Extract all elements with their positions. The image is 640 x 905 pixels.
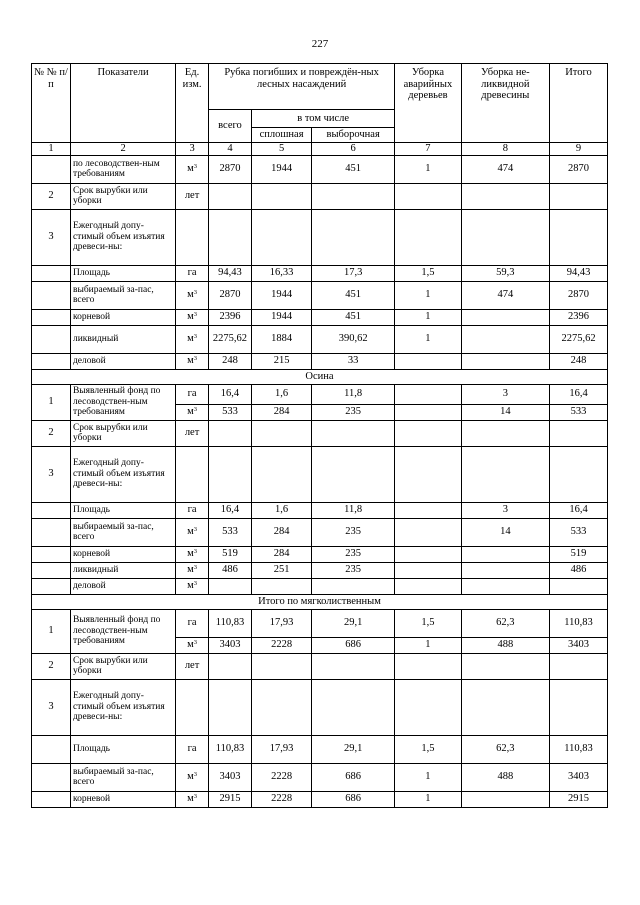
value-clear xyxy=(252,420,312,446)
unit xyxy=(176,446,209,502)
value-itogo: 2396 xyxy=(550,309,608,325)
value-clear: 1944 xyxy=(252,155,312,183)
value-itogo: 16,4 xyxy=(550,384,608,404)
value-total: 248 xyxy=(208,353,251,369)
value-itogo: 3403 xyxy=(550,637,608,653)
value-itogo: 248 xyxy=(550,353,608,369)
column-number: 6 xyxy=(312,143,395,156)
value-selective: 686 xyxy=(312,763,395,791)
value-selective xyxy=(312,183,395,209)
value-total xyxy=(208,578,251,594)
unit: $м^3$ xyxy=(176,578,209,594)
row-number xyxy=(32,791,71,807)
row-number: 2 xyxy=(32,183,71,209)
superscript-3: 3 xyxy=(193,771,198,779)
value-itogo: 16,4 xyxy=(550,502,608,518)
value-total: 2275,62 xyxy=(208,325,251,353)
value-clear: 1944 xyxy=(252,309,312,325)
row-number xyxy=(32,735,71,763)
value-clear: 2228 xyxy=(252,637,312,653)
value-itogo xyxy=(550,679,608,735)
value-emergency xyxy=(395,518,461,546)
value-total: 2915 xyxy=(208,791,251,807)
superscript-3: 3 xyxy=(193,311,198,319)
superscript-3: 3 xyxy=(193,289,198,297)
table-body xyxy=(32,64,608,808)
value-nonliquid: 474 xyxy=(461,281,549,309)
value-itogo xyxy=(550,653,608,679)
value-emergency: 1,5 xyxy=(395,265,461,281)
value-selective xyxy=(312,679,395,735)
row-number: 3 xyxy=(32,209,71,265)
value-itogo xyxy=(550,446,608,502)
value-selective xyxy=(312,578,395,594)
indicator-label: Срок вырубки или уборки xyxy=(70,183,175,209)
indicator-label: выбираемый за-пас, всего xyxy=(70,518,175,546)
table-row xyxy=(32,578,608,594)
unit: $м^3$ xyxy=(176,325,209,353)
value-total: 3403 xyxy=(208,637,251,653)
indicator-label: Площадь xyxy=(70,735,175,763)
row-number xyxy=(32,325,71,353)
superscript-3: 3 xyxy=(193,355,198,363)
value-total: 94,43 xyxy=(208,265,251,281)
unit: $м^3$ xyxy=(176,546,209,562)
value-clear: 284 xyxy=(252,546,312,562)
value-emergency: 1 xyxy=(395,763,461,791)
table-row xyxy=(32,384,608,404)
value-selective: 235 xyxy=(312,546,395,562)
indicator-label: корневой xyxy=(70,309,175,325)
indicator-label: ликвидный xyxy=(70,325,175,353)
value-nonliquid xyxy=(461,420,549,446)
unit: $м^3$ xyxy=(176,518,209,546)
indicator-label: ликвидный xyxy=(70,562,175,578)
value-total: 486 xyxy=(208,562,251,578)
row-number xyxy=(32,265,71,281)
value-emergency xyxy=(395,578,461,594)
value-selective: 235 xyxy=(312,562,395,578)
value-clear: 17,93 xyxy=(252,735,312,763)
unit: $м^3$ xyxy=(176,281,209,309)
value-emergency xyxy=(395,353,461,369)
value-selective: 29,1 xyxy=(312,609,395,637)
value-selective xyxy=(312,446,395,502)
row-number xyxy=(32,353,71,369)
value-itogo: 533 xyxy=(550,518,608,546)
column-number: 8 xyxy=(461,143,549,156)
unit: га xyxy=(176,735,209,763)
table-row xyxy=(32,183,608,209)
value-emergency xyxy=(395,209,461,265)
value-nonliquid: 3 xyxy=(461,384,549,404)
row-number xyxy=(32,763,71,791)
unit: $м^3$ xyxy=(176,562,209,578)
value-itogo: 2275,62 xyxy=(550,325,608,353)
row-number xyxy=(32,309,71,325)
value-nonliquid xyxy=(461,325,549,353)
value-clear xyxy=(252,446,312,502)
row-number xyxy=(32,281,71,309)
indicator-label: Срок вырубки или уборки xyxy=(70,653,175,679)
value-selective: 451 xyxy=(312,155,395,183)
indicator-label: Ежегодный допу-стимый объем изъятия древеси-ны: xyxy=(70,446,175,502)
header-col-clear: сплошная xyxy=(252,128,312,143)
row-number: 3 xyxy=(32,679,71,735)
value-selective xyxy=(312,653,395,679)
value-nonliquid: 488 xyxy=(461,763,549,791)
value-selective: 11,8 xyxy=(312,502,395,518)
column-number: 5 xyxy=(252,143,312,156)
value-total: 533 xyxy=(208,518,251,546)
table-row xyxy=(32,679,608,735)
value-total: 110,83 xyxy=(208,609,251,637)
superscript-3: 3 xyxy=(193,793,198,801)
table-row xyxy=(32,446,608,502)
value-clear: 215 xyxy=(252,353,312,369)
header-col-selective: выборочная xyxy=(312,128,395,143)
value-total: 3403 xyxy=(208,763,251,791)
row-number xyxy=(32,578,71,594)
value-selective: 390,62 xyxy=(312,325,395,353)
row-number xyxy=(32,502,71,518)
table-row xyxy=(32,353,608,369)
value-selective: 451 xyxy=(312,281,395,309)
value-clear xyxy=(252,209,312,265)
value-clear: 1,6 xyxy=(252,384,312,404)
value-emergency: 1 xyxy=(395,791,461,807)
superscript-3: 3 xyxy=(193,163,198,171)
value-emergency: 1 xyxy=(395,325,461,353)
column-number: 7 xyxy=(395,143,461,156)
value-emergency xyxy=(395,183,461,209)
unit: лет xyxy=(176,183,209,209)
value-total xyxy=(208,653,251,679)
indicator-label: Площадь xyxy=(70,502,175,518)
value-itogo: 486 xyxy=(550,562,608,578)
value-selective: 11,8 xyxy=(312,384,395,404)
unit: $м^3$ xyxy=(176,404,209,420)
header-col-nonliquid: Уборка не-ликвидной древесины xyxy=(461,64,549,143)
value-clear: 1944 xyxy=(252,281,312,309)
unit: $м^3$ xyxy=(176,309,209,325)
value-clear: 1884 xyxy=(252,325,312,353)
value-nonliquid xyxy=(461,562,549,578)
table-row xyxy=(32,502,608,518)
value-total xyxy=(208,446,251,502)
unit: лет xyxy=(176,653,209,679)
value-nonliquid xyxy=(461,578,549,594)
column-number: 3 xyxy=(176,143,209,156)
value-selective: 451 xyxy=(312,309,395,325)
value-itogo: 94,43 xyxy=(550,265,608,281)
value-total xyxy=(208,679,251,735)
unit xyxy=(176,679,209,735)
unit: $м^3$ xyxy=(176,637,209,653)
value-emergency xyxy=(395,384,461,404)
indicator-label: Выявленный фонд по лесоводствен-ным требованиям xyxy=(70,609,175,653)
value-itogo xyxy=(550,578,608,594)
value-clear xyxy=(252,578,312,594)
value-selective: 235 xyxy=(312,404,395,420)
table-row xyxy=(32,609,608,637)
header-col-emergency: Уборка аварийных деревьев xyxy=(395,64,461,143)
row-number: 2 xyxy=(32,653,71,679)
value-emergency xyxy=(395,446,461,502)
value-itogo: 533 xyxy=(550,404,608,420)
value-emergency xyxy=(395,546,461,562)
table-row xyxy=(32,791,608,807)
unit: га xyxy=(176,384,209,404)
superscript-3: 3 xyxy=(193,564,198,572)
value-nonliquid xyxy=(461,183,549,209)
table-row xyxy=(32,763,608,791)
value-emergency: 1,5 xyxy=(395,609,461,637)
value-itogo: 2870 xyxy=(550,155,608,183)
value-clear xyxy=(252,653,312,679)
indicator-label: Срок вырубки или уборки xyxy=(70,420,175,446)
value-nonliquid: 488 xyxy=(461,637,549,653)
value-clear: 284 xyxy=(252,518,312,546)
value-emergency xyxy=(395,404,461,420)
value-nonliquid: 3 xyxy=(461,502,549,518)
value-nonliquid: 14 xyxy=(461,404,549,420)
table-row xyxy=(32,155,608,183)
value-nonliquid xyxy=(461,309,549,325)
forest-felling-table xyxy=(31,63,608,808)
value-nonliquid: 14 xyxy=(461,518,549,546)
unit: га xyxy=(176,609,209,637)
section-row xyxy=(32,594,608,609)
row-number xyxy=(32,155,71,183)
value-emergency: 1 xyxy=(395,281,461,309)
unit: $м^3$ xyxy=(176,155,209,183)
header-col-felling: Рубка погибших и повреждён-ных лесных насаждений xyxy=(208,64,394,110)
indicator-label: Выявленный фонд по лесоводствен-ным требованиям xyxy=(70,384,175,420)
value-nonliquid xyxy=(461,209,549,265)
unit: $м^3$ xyxy=(176,791,209,807)
table-row xyxy=(32,518,608,546)
section-title-osina: Осина xyxy=(32,369,608,384)
column-number: 1 xyxy=(32,143,71,156)
page-number: 227 xyxy=(311,38,329,50)
value-itogo xyxy=(550,420,608,446)
value-nonliquid: 59,3 xyxy=(461,265,549,281)
row-number: 1 xyxy=(32,384,71,420)
value-nonliquid: 62,3 xyxy=(461,609,549,637)
value-total: 110,83 xyxy=(208,735,251,763)
value-nonliquid xyxy=(461,446,549,502)
value-nonliquid xyxy=(461,679,549,735)
value-selective xyxy=(312,420,395,446)
row-number xyxy=(32,546,71,562)
value-nonliquid: 62,3 xyxy=(461,735,549,763)
value-total: 519 xyxy=(208,546,251,562)
indicator-label: Площадь xyxy=(70,265,175,281)
value-emergency: 1 xyxy=(395,309,461,325)
row-number: 2 xyxy=(32,420,71,446)
superscript-3: 3 xyxy=(193,333,198,341)
column-number: 9 xyxy=(550,143,608,156)
row-number xyxy=(32,518,71,546)
value-emergency xyxy=(395,679,461,735)
row-number xyxy=(32,562,71,578)
value-clear: 251 xyxy=(252,562,312,578)
value-selective: 33 xyxy=(312,353,395,369)
unit: га xyxy=(176,265,209,281)
value-selective: 686 xyxy=(312,637,395,653)
value-itogo xyxy=(550,183,608,209)
table-row xyxy=(32,309,608,325)
value-clear xyxy=(252,183,312,209)
value-clear: 16,33 xyxy=(252,265,312,281)
value-itogo: 2915 xyxy=(550,791,608,807)
value-itogo xyxy=(550,209,608,265)
indicator-label: Ежегодный допу-стимый объем изъятия древеси-ны: xyxy=(70,679,175,735)
section-title-itogo: Итого по мягколиственным xyxy=(32,594,608,609)
section-row xyxy=(32,369,608,384)
value-nonliquid xyxy=(461,546,549,562)
unit: лет xyxy=(176,420,209,446)
value-selective: 29,1 xyxy=(312,735,395,763)
indicator-label: деловой xyxy=(70,353,175,369)
value-emergency: 1 xyxy=(395,637,461,653)
value-clear: 2228 xyxy=(252,791,312,807)
row-number: 3 xyxy=(32,446,71,502)
value-total xyxy=(208,420,251,446)
indicator-label: корневой xyxy=(70,791,175,807)
value-itogo: 2870 xyxy=(550,281,608,309)
column-number: 4 xyxy=(208,143,251,156)
header-col-indicator: Показатели xyxy=(70,64,175,143)
header-col-total: всего xyxy=(208,110,251,143)
superscript-3: 3 xyxy=(193,639,198,647)
superscript-3: 3 xyxy=(193,406,198,414)
value-total: 16,4 xyxy=(208,502,251,518)
value-emergency xyxy=(395,420,461,446)
value-itogo: 110,83 xyxy=(550,735,608,763)
value-total: 533 xyxy=(208,404,251,420)
value-total: 16,4 xyxy=(208,384,251,404)
value-total xyxy=(208,209,251,265)
indicator-label: выбираемый за-пас, всего xyxy=(70,281,175,309)
table-row xyxy=(32,546,608,562)
unit: $м^3$ xyxy=(176,353,209,369)
value-clear xyxy=(252,679,312,735)
column-number-row xyxy=(32,143,608,156)
superscript-3: 3 xyxy=(193,548,198,556)
indicator-label: деловой xyxy=(70,578,175,594)
value-nonliquid xyxy=(461,353,549,369)
table-row xyxy=(32,265,608,281)
value-itogo: 110,83 xyxy=(550,609,608,637)
unit: $м^3$ xyxy=(176,763,209,791)
superscript-3: 3 xyxy=(193,526,198,534)
value-itogo: 3403 xyxy=(550,763,608,791)
value-nonliquid xyxy=(461,653,549,679)
unit xyxy=(176,209,209,265)
row-number: 1 xyxy=(32,609,71,653)
table-row xyxy=(32,562,608,578)
value-selective: 686 xyxy=(312,791,395,807)
value-nonliquid: 474 xyxy=(461,155,549,183)
unit: га xyxy=(176,502,209,518)
table-row xyxy=(32,209,608,265)
value-nonliquid xyxy=(461,791,549,807)
header-col-unit: Ед. изм. xyxy=(176,64,209,143)
column-number: 2 xyxy=(70,143,175,156)
value-emergency xyxy=(395,562,461,578)
value-total xyxy=(208,183,251,209)
header-col-no: № № п/п xyxy=(32,64,71,143)
header-col-itogo: Итого xyxy=(550,64,608,143)
value-selective: 17,3 xyxy=(312,265,395,281)
value-emergency: 1 xyxy=(395,155,461,183)
indicator-label: по лесоводствен-ным требованиям xyxy=(70,155,175,183)
value-clear: 284 xyxy=(252,404,312,420)
value-clear: 2228 xyxy=(252,763,312,791)
value-selective xyxy=(312,209,395,265)
value-itogo: 519 xyxy=(550,546,608,562)
table-row xyxy=(32,653,608,679)
value-clear: 1,6 xyxy=(252,502,312,518)
header-col-incl: в том числе xyxy=(252,110,395,128)
value-total: 2870 xyxy=(208,155,251,183)
indicator-label: выбираемый за-пас, всего xyxy=(70,763,175,791)
superscript-3: 3 xyxy=(193,580,198,588)
value-total: 2870 xyxy=(208,281,251,309)
value-emergency xyxy=(395,653,461,679)
value-total: 2396 xyxy=(208,309,251,325)
table-row xyxy=(32,325,608,353)
table-row xyxy=(32,420,608,446)
table-row xyxy=(32,735,608,763)
value-emergency: 1,5 xyxy=(395,735,461,763)
table-row xyxy=(32,281,608,309)
value-emergency xyxy=(395,502,461,518)
indicator-label: Ежегодный допу-стимый объем изъятия древеси-ны: xyxy=(70,209,175,265)
value-clear: 17,93 xyxy=(252,609,312,637)
value-selective: 235 xyxy=(312,518,395,546)
indicator-label: корневой xyxy=(70,546,175,562)
